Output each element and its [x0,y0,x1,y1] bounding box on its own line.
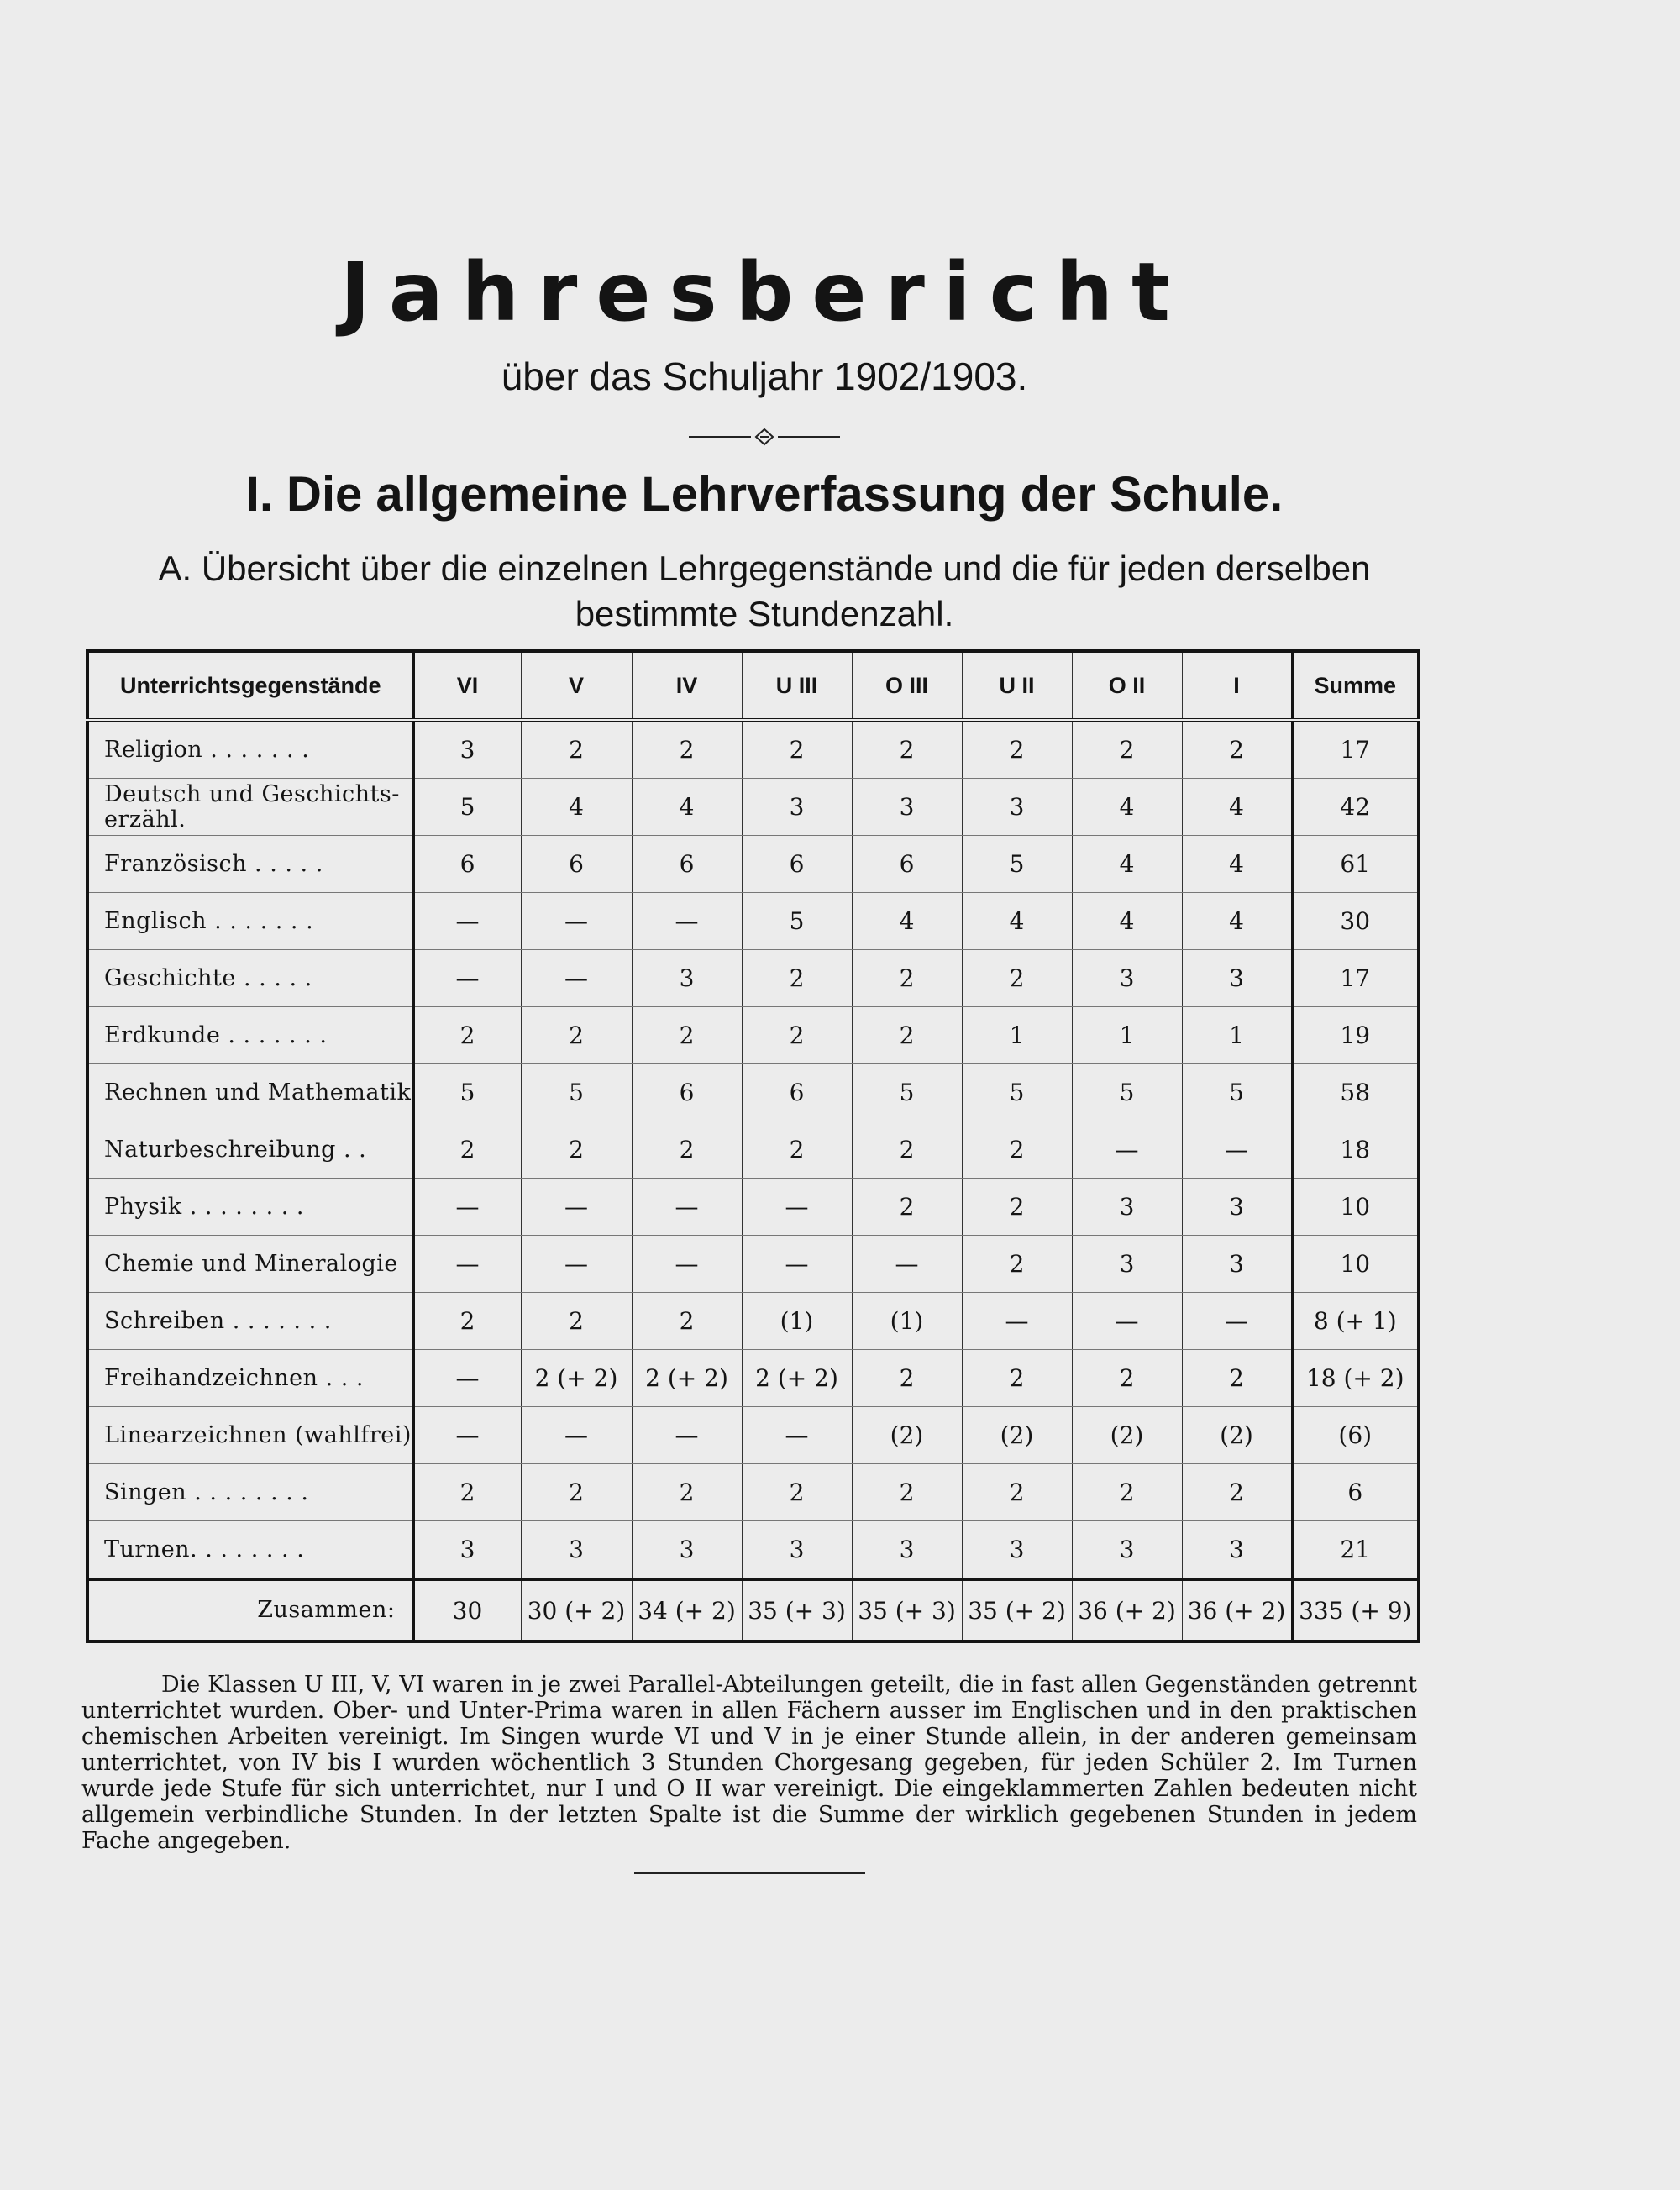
hours-cell: 2 [632,1293,742,1350]
table-row [87,1407,1419,1464]
header-column: I [1182,651,1292,720]
hours-cell: (1) [742,1293,852,1350]
table-row [87,836,1419,893]
subject-cell: Deutsch und Geschichts-erzähl. [87,779,413,836]
hours-cell: 1 [1072,1007,1182,1064]
table-row [87,720,1419,779]
hours-cell: 6 [742,836,852,893]
hours-cell: 2 [521,720,632,779]
table-row [87,1007,1419,1064]
hours-cell: 4 [521,779,632,836]
hours-cell: — [1182,1293,1292,1350]
hours-cell: 3 [1072,1521,1182,1580]
hours-cell: 6 [742,1064,852,1121]
hours-cell: 1 [962,1007,1072,1064]
hours-cell: 2 [521,1121,632,1179]
header-column: O II [1072,651,1182,720]
header-column: IV [632,651,742,720]
hours-cell: 2 [852,1007,962,1064]
hours-cell: 3 [742,779,852,836]
sum-cell: 30 [1292,893,1419,950]
hours-cell: — [742,1407,852,1464]
hours-cell: — [632,1179,742,1236]
hours-cell: 2 [413,1121,521,1179]
hours-cell: 3 [1182,950,1292,1007]
hours-cell: — [521,950,632,1007]
hours-cell: 6 [632,836,742,893]
hours-cell: 2 [1072,1350,1182,1407]
page-subtitle: über das Schuljahr 1902/1903. [501,354,1028,398]
subject-cell: Englisch . . . . . . . [87,893,413,950]
hours-cell: — [742,1236,852,1293]
header-column: V [521,651,632,720]
table-body [87,720,1419,1641]
subject-cell: Rechnen und Mathematik [87,1064,413,1121]
footnote-text: Die Klassen U III, V, VI waren in je zwei Parallel-Abteilungen geteilt, die in fast allen Gegenständen getrennt unterrichtet wurden. Ober- und Unter-Prima waren in allen Fächern ausser im Englischen und in den praktischen chemischen Arbeiten vereinigt. Im Singen wurde VI und V in je einer Stunde allein, in der anderen gemeinsam unterrichtet, von IV bis I wurden wöchentlich 3 Stunden Chorgesang gegeben, für jeden Schüler 2. Im Turnen wurde jede Stufe für sich unterrichtet, nur I und O II war vereinigt. Die eingeklammerten Zahlen bedeuten nicht allgemein verbindliche Stunden. In der letzten Spalte ist die Summe der wirklich gegebenen Stunden in jedem Fache angegeben. [81,1672,1417,1854]
total-cell: 35 (+ 3) [852,1579,962,1641]
subject-cell: Chemie und Mineralogie [87,1236,413,1293]
hours-cell: — [521,1236,632,1293]
sum-cell: 8 (+ 1) [1292,1293,1419,1350]
table-header-row [87,651,1419,720]
hours-cell: 4 [962,893,1072,950]
hours-cell: 3 [962,1521,1072,1580]
hours-cell: — [413,950,521,1007]
subject-cell: Turnen. . . . . . . . [87,1521,413,1580]
hours-cell: 2 [413,1464,521,1521]
table-row [87,1293,1419,1350]
table-row [87,779,1419,836]
subject-cell: Naturbeschreibung . . [87,1121,413,1179]
hours-cell: 5 [1072,1064,1182,1121]
hours-cell: 3 [852,779,962,836]
hours-cell: — [521,1407,632,1464]
hours-cell: 5 [1182,1064,1292,1121]
hours-cell: (2) [962,1407,1072,1464]
sum-cell: 6 [1292,1464,1419,1521]
hours-cell: — [1072,1121,1182,1179]
table-row [87,1064,1419,1121]
hours-cell: 5 [413,1064,521,1121]
hours-cell: 3 [1182,1236,1292,1293]
hours-cell: 4 [1072,836,1182,893]
hours-cell: 3 [1072,950,1182,1007]
footnote-paragraph [81,1672,1417,1854]
total-cell: 36 (+ 2) [1182,1579,1292,1641]
hours-cell: (2) [1182,1407,1292,1464]
hours-cell: — [632,1236,742,1293]
hours-cell: — [742,1179,852,1236]
hours-cell: 2 [1072,1464,1182,1521]
hours-cell: 2 [742,1121,852,1179]
total-cell: 30 [413,1579,521,1641]
hours-cell: 5 [413,779,521,836]
hours-cell: 2 [1182,720,1292,779]
sum-cell: 17 [1292,720,1419,779]
hours-cell: 2 [962,950,1072,1007]
hours-cell: 6 [632,1064,742,1121]
hours-cell: 6 [521,836,632,893]
hours-cell: — [521,1179,632,1236]
sum-cell: 17 [1292,950,1419,1007]
hours-cell: 2 (+ 2) [742,1350,852,1407]
hours-cell: 5 [962,836,1072,893]
hours-cell: — [413,1179,521,1236]
sub-heading: A. Übersicht über die einzelnen Lehrgegenstände und die für jeden derselben bestimmte Stundenzahl. [158,549,1371,633]
hours-cell: 3 [962,779,1072,836]
table-row [87,1121,1419,1179]
header-column: O III [852,651,962,720]
hours-cell: 3 [632,950,742,1007]
hours-cell: 2 [962,1121,1072,1179]
ornament-divider-icon [689,424,840,449]
page-title: Jahresbericht [340,245,1189,339]
hours-cell: 6 [852,836,962,893]
total-cell: 30 (+ 2) [521,1579,632,1641]
hours-cell: — [521,893,632,950]
sum-cell: 19 [1292,1007,1419,1064]
hours-cell: 2 [962,1179,1072,1236]
hours-cell: 4 [1182,893,1292,950]
hours-cell: 5 [962,1064,1072,1121]
table-row [87,1179,1419,1236]
table-row [87,1236,1419,1293]
subject-cell: Physik . . . . . . . . [87,1179,413,1236]
hours-cell: 2 [632,1464,742,1521]
hours-cell: 2 [852,720,962,779]
hours-cell: 1 [1182,1007,1292,1064]
hours-cell: 2 [632,1121,742,1179]
hours-cell: 2 [632,1007,742,1064]
subject-cell: Geschichte . . . . . [87,950,413,1007]
end-rule [634,1872,865,1874]
hours-cell: — [962,1293,1072,1350]
hours-cell: 3 [521,1521,632,1580]
hours-cell: — [413,1350,521,1407]
sum-cell: 21 [1292,1521,1419,1580]
hours-cell: 6 [413,836,521,893]
total-cell: 35 (+ 2) [962,1579,1072,1641]
hours-cell: 2 [742,1007,852,1064]
subject-cell: Schreiben . . . . . . . [87,1293,413,1350]
hours-cell: — [632,1407,742,1464]
hours-cell: 4 [632,779,742,836]
subject-cell: Religion . . . . . . . [87,720,413,779]
hours-cell: 2 [962,1464,1072,1521]
hours-cell: 2 [852,1464,962,1521]
subject-cell: Linearzeichnen (wahlfrei) [87,1407,413,1464]
hours-cell: 2 [521,1007,632,1064]
sum-cell: 18 (+ 2) [1292,1350,1419,1407]
table-row [87,1521,1419,1580]
header-sum: Summe [1292,651,1419,720]
hours-cell: (2) [1072,1407,1182,1464]
header-column: U II [962,651,1072,720]
hours-cell: 2 [742,950,852,1007]
hours-cell: (1) [852,1293,962,1350]
hours-cell: 4 [1182,836,1292,893]
total-cell: 35 (+ 3) [742,1579,852,1641]
header-column: VI [413,651,521,720]
hours-cell: 3 [632,1521,742,1580]
sum-cell: 42 [1292,779,1419,836]
hours-cell: 2 [521,1293,632,1350]
header-subject: Unterrichtsgegenstände [87,651,413,720]
hours-cell: 2 [852,1179,962,1236]
total-label: Zusammen: [87,1579,413,1641]
hours-cell: 5 [852,1064,962,1121]
subject-cell: Singen . . . . . . . . [87,1464,413,1521]
hours-cell: 4 [1072,779,1182,836]
total-cell: 36 (+ 2) [1072,1579,1182,1641]
hours-cell: — [1072,1293,1182,1350]
hours-cell: 3 [1072,1179,1182,1236]
hours-cell: — [413,1236,521,1293]
hours-cell: 2 [413,1293,521,1350]
subject-cell: Freihandzeichnen . . . [87,1350,413,1407]
hours-cell: 4 [1182,779,1292,836]
subject-cell: Erdkunde . . . . . . . [87,1007,413,1064]
table-row [87,1464,1419,1521]
hours-cell: 2 (+ 2) [521,1350,632,1407]
table-row [87,893,1419,950]
hours-cell: 2 [852,1121,962,1179]
hours-cell: 3 [413,1521,521,1580]
total-row [87,1579,1419,1641]
hours-cell: 3 [742,1521,852,1580]
hours-cell: 2 [1072,720,1182,779]
hours-cell: 2 [632,720,742,779]
hours-cell: 3 [1072,1236,1182,1293]
total-cell: 34 (+ 2) [632,1579,742,1641]
hours-cell: 2 [521,1464,632,1521]
section-heading: I. Die allgemeine Lehrverfassung der Schule. [245,467,1284,522]
sum-cell: 61 [1292,836,1419,893]
subject-cell: Französisch . . . . . [87,836,413,893]
hours-cell: 3 [413,720,521,779]
hours-cell: 4 [852,893,962,950]
hours-cell: 2 [1182,1350,1292,1407]
header-column: U III [742,651,852,720]
hours-cell: 5 [742,893,852,950]
hours-cell: — [1182,1121,1292,1179]
total-sum-cell: 335 (+ 9) [1292,1579,1419,1641]
table-row [87,950,1419,1007]
hours-cell: 5 [521,1064,632,1121]
hours-cell: 2 [742,1464,852,1521]
hours-cell: 2 [1182,1464,1292,1521]
hours-cell: 2 [962,1350,1072,1407]
hours-cell: 2 [962,1236,1072,1293]
hours-cell: — [852,1236,962,1293]
lesson-table-container [86,649,1417,1643]
hours-cell: 2 [852,950,962,1007]
hours-cell: 2 [962,720,1072,779]
hours-cell: 2 [852,1350,962,1407]
sum-cell: 58 [1292,1064,1419,1121]
hours-cell: — [413,1407,521,1464]
hours-cell: — [413,893,521,950]
hours-cell: 2 [413,1007,521,1064]
hours-cell: 3 [852,1521,962,1580]
sum-cell: (6) [1292,1407,1419,1464]
lesson-hours-table [86,649,1420,1643]
hours-cell: 3 [1182,1179,1292,1236]
sum-cell: 10 [1292,1179,1419,1236]
hours-cell: — [632,893,742,950]
sum-cell: 18 [1292,1121,1419,1179]
hours-cell: 2 [742,720,852,779]
hours-cell: 3 [1182,1521,1292,1580]
hours-cell: 4 [1072,893,1182,950]
hours-cell: 2 (+ 2) [632,1350,742,1407]
sum-cell: 10 [1292,1236,1419,1293]
hours-cell: (2) [852,1407,962,1464]
table-row [87,1350,1419,1407]
